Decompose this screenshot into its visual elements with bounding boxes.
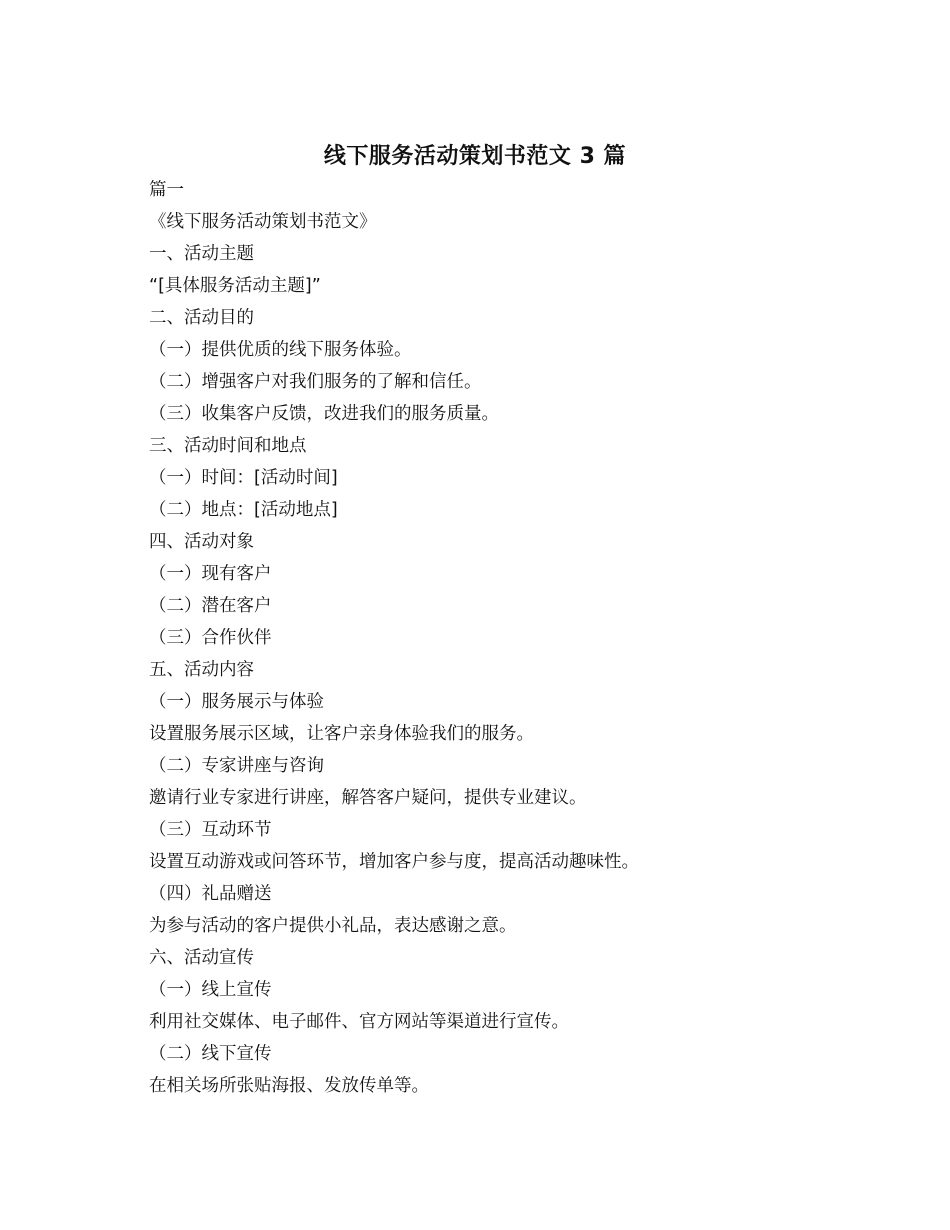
paragraph-line: 邀请行业专家进行讲座，解答客户疑问，提供专业建议。 <box>149 788 587 808</box>
list-item: （二）地点：[活动地点] <box>149 500 338 520</box>
list-item: （二）线下宣传 <box>149 1044 272 1064</box>
list-item: （一）现有客户 <box>149 564 272 584</box>
section-heading: 五、活动内容 <box>149 660 254 680</box>
document-body <box>149 174 849 1102</box>
document-subtitle: 《线下服务活动策划书范文》 <box>149 212 377 232</box>
list-item: （一）服务展示与体验 <box>149 692 324 712</box>
list-item: （一）时间：[活动时间] <box>149 468 338 488</box>
paragraph-line: “[具体服务活动主题]” <box>149 276 321 296</box>
list-item: （二）增强客户对我们服务的了解和信任。 <box>149 372 482 392</box>
paragraph-line: 为参与活动的客户提供小礼品，表达感谢之意。 <box>149 916 517 936</box>
section-heading: 六、活动宣传 <box>149 948 254 968</box>
list-item: （一）线上宣传 <box>149 980 272 1000</box>
paragraph-line: 设置互动游戏或问答环节，增加客户参与度，提高活动趣味性。 <box>149 852 639 872</box>
section-heading: 二、活动目的 <box>149 308 254 328</box>
section-heading: 三、活动时间和地点 <box>149 436 307 456</box>
paragraph-line: 设置服务展示区域，让客户亲身体验我们的服务。 <box>149 724 534 744</box>
section-label: 篇一 <box>149 180 184 200</box>
list-item: （三）收集客户反馈，改进我们的服务质量。 <box>149 404 499 424</box>
list-item: （二）潜在客户 <box>149 596 272 616</box>
list-item: （三）互动环节 <box>149 820 272 840</box>
list-item: （二）专家讲座与咨询 <box>149 756 324 776</box>
section-heading: 四、活动对象 <box>149 532 254 552</box>
paragraph-line: 利用社交媒体、电子邮件、官方网站等渠道进行宣传。 <box>149 1012 569 1032</box>
document-title: 线下服务活动策划书范文 3 篇 <box>323 143 627 169</box>
paragraph-line: 在相关场所张贴海报、发放传单等。 <box>149 1076 429 1096</box>
section-heading: 一、活动主题 <box>149 244 254 264</box>
list-item: （四）礼品赠送 <box>149 884 272 904</box>
list-item: （三）合作伙伴 <box>149 628 272 648</box>
list-item: （一）提供优质的线下服务体验。 <box>149 340 412 360</box>
